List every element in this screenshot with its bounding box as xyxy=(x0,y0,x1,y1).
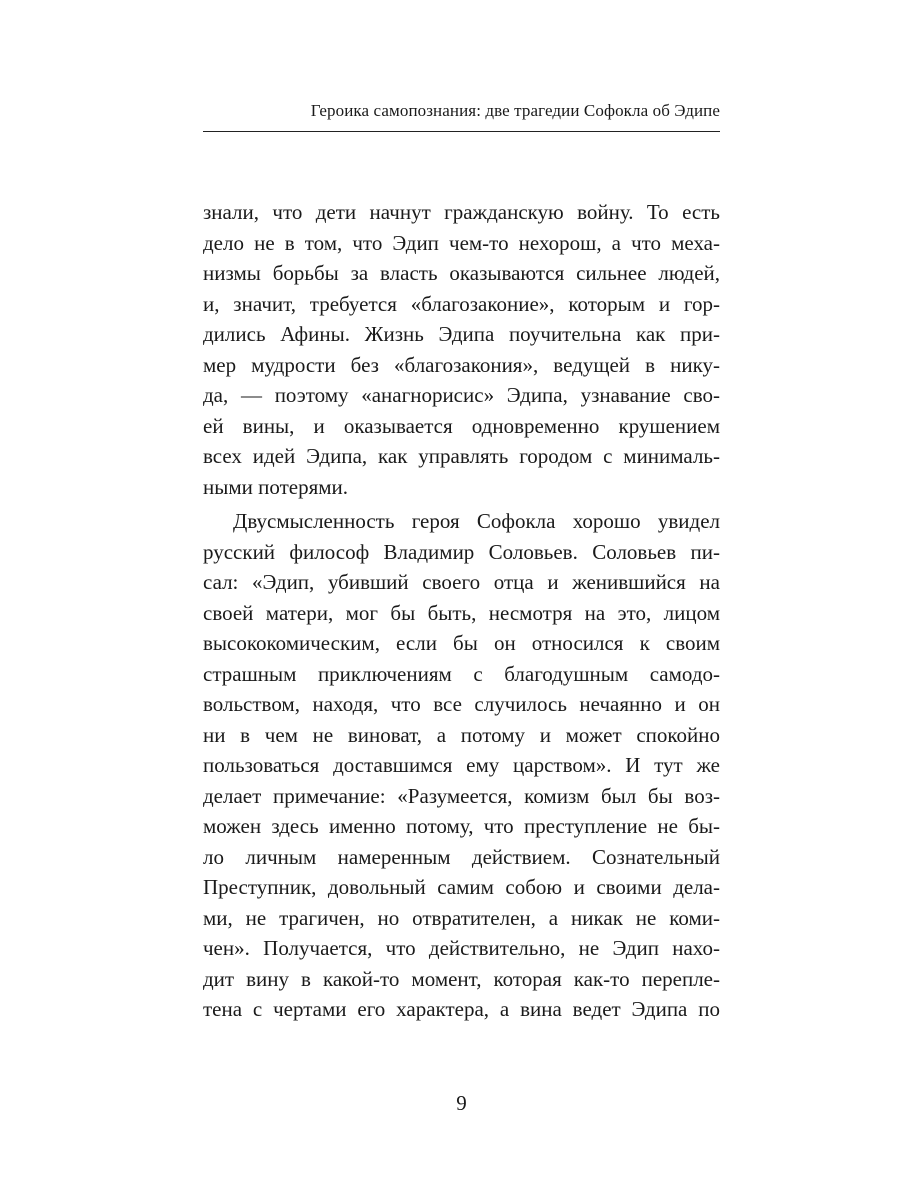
text-line: ными потерями. xyxy=(203,474,349,499)
text-line: Преступник, довольный самим собою и своими дела- xyxy=(203,875,720,899)
text-line: высококомическим, если бы он относился к своим xyxy=(203,631,720,655)
body-text xyxy=(203,197,720,1025)
header-divider xyxy=(203,131,720,132)
text-line: Двусмысленность героя Софокла хорошо увидел xyxy=(233,509,720,533)
text-line: пользоваться доставшимся ему царством». И тут же xyxy=(203,753,720,777)
text-line: да, — поэтому «анагнорисис» Эдипа, узнавание сво- xyxy=(203,383,720,407)
text-line: низмы борьбы за власть оказываются сильнее людей, xyxy=(203,261,720,285)
text-line: всех идей Эдипа, как управлять городом с минималь- xyxy=(203,444,720,468)
text-line: чен». Получается, что действительно, не Эдип нахо- xyxy=(203,936,720,960)
text-line: ло личным намеренным действием. Сознательный xyxy=(203,844,720,869)
text-line: страшным приключениям с благодушным самодо- xyxy=(203,661,720,686)
text-line: знали, что дети начнут гражданскую войну. То есть xyxy=(203,200,720,224)
text-line: и, значит, требуется «благозаконие», которым и гор- xyxy=(203,291,720,316)
text-line: ни в чем не виноват, а потому и может спокойно xyxy=(203,722,720,747)
running-header-title: Героика самопознания: две трагедии Софокла об Эдипе xyxy=(310,101,720,120)
text-line: можен здесь именно потому, что преступление не бы- xyxy=(203,814,720,838)
text-line: дит вину в какой-то момент, которая как-то перепле- xyxy=(203,966,720,991)
text-line: дело не в том, что Эдип чем-то нехорош, а что меха- xyxy=(203,230,720,255)
text-line: сал: «Эдип, убивший своего отца и женившийся на xyxy=(203,570,720,594)
text-line: ей вины, и оказывается одновременно крушением xyxy=(203,413,720,438)
text-line: тена с чертами его характера, а вина ведет Эдипа по xyxy=(203,997,720,1021)
text-line: дились Афины. Жизнь Эдипа поучительна как при- xyxy=(203,322,720,346)
text-line: делает примечание: «Разумеется, комизм был бы воз- xyxy=(203,783,720,808)
paragraph-1 xyxy=(203,197,720,502)
paragraph-2 xyxy=(203,506,720,1025)
text-line: своей матери, мог бы быть, несмотря на это, лицом xyxy=(203,600,720,625)
text-line: мер мудрости без «благозакония», ведущей в нику- xyxy=(203,352,720,377)
text-line: ми, не трагичен, но отвратителен, а никак не коми- xyxy=(203,905,720,930)
text-line: русский философ Владимир Соловьев. Соловьев пи- xyxy=(203,539,720,564)
text-line: вольством, находя, что все случилось нечаянно и он xyxy=(203,692,720,716)
page-number: 9 xyxy=(456,1091,467,1115)
